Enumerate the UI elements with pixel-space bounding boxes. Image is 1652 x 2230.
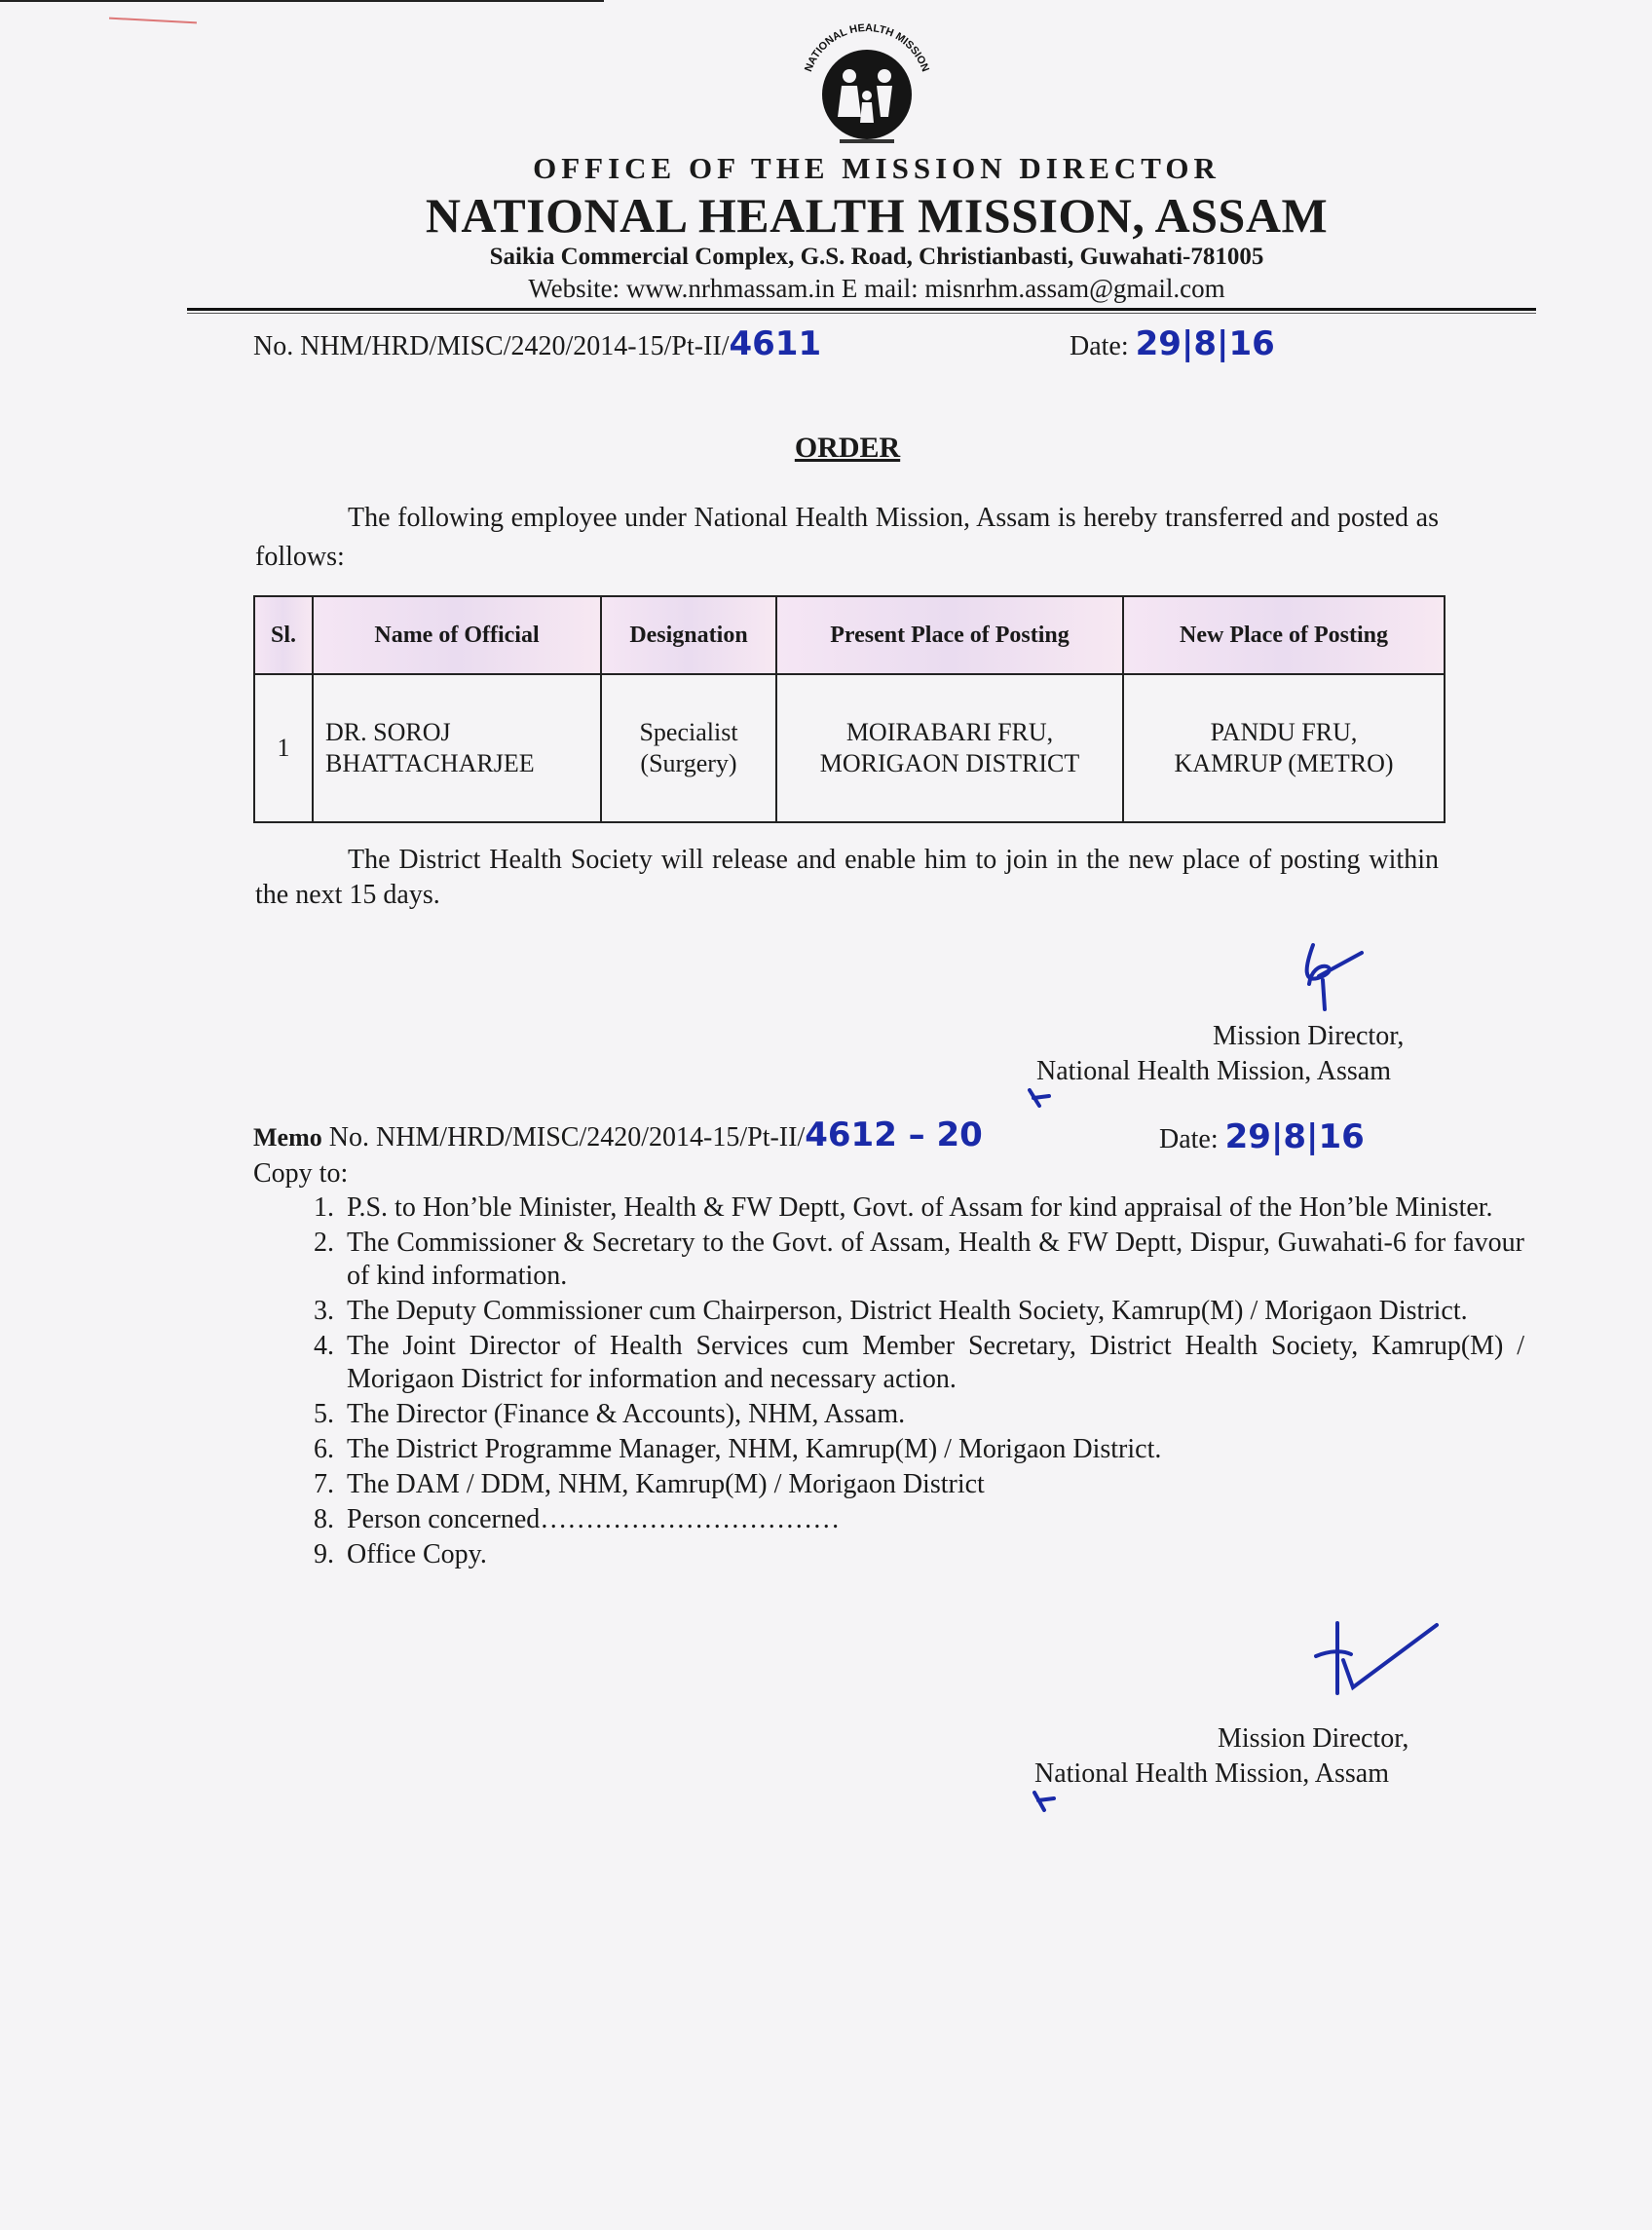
initial-mark-2 — [1032, 1791, 1056, 1814]
signatory-org-2: National Health Mission, Assam — [1034, 1758, 1389, 1789]
list-item: 5. The Director (Finance & Accounts), NHM, Assam. — [341, 1398, 1524, 1431]
order-intro: The following employee under National Health Mission, Assam is hereby transferred and posted as follows: — [255, 503, 1439, 572]
memo-handwritten-date: 29|8|16 — [1224, 1117, 1365, 1156]
signatory-org-1: National Health Mission, Assam — [1036, 1056, 1391, 1086]
new-line-2: KAMRUP (METRO) — [1174, 749, 1394, 777]
copy-to-list — [255, 1191, 1524, 1573]
reference-handwritten-number: 4611 — [729, 324, 822, 363]
designation-line-2: (Surgery) — [640, 749, 737, 777]
handwritten-date: 29|8|16 — [1135, 324, 1275, 363]
present-line-2: MORIGAON DISTRICT — [819, 749, 1080, 777]
reference-date — [1070, 324, 1275, 363]
memo-label: Memo — [253, 1123, 322, 1152]
header-present-posting: Present Place of Posting — [776, 596, 1123, 674]
list-item: 6. The District Programme Manager, NHM, Kamrup(M) / Morigaon District. — [341, 1433, 1524, 1466]
memo-prefix: No. NHM/HRD/MISC/2420/2014-15/Pt-II/ — [328, 1122, 806, 1153]
memo-handwritten-number: 4612 – 20 — [805, 1115, 983, 1154]
cell-name — [313, 674, 601, 822]
office-address: Saikia Commercial Complex, G.S. Road, Christianbasti, Guwahati-781005 — [489, 244, 1264, 270]
cell-designation — [601, 674, 776, 822]
cell-present-posting — [776, 674, 1123, 822]
list-item: 7. The DAM / DDM, NHM, Kamrup(M) / Morigaon District — [341, 1468, 1524, 1501]
header-new-posting: New Place of Posting — [1123, 596, 1445, 674]
header-sl: Sl. — [254, 596, 313, 674]
transfer-table — [253, 595, 1446, 823]
header-designation: Designation — [601, 596, 776, 674]
new-line-1: PANDU FRU, — [1210, 718, 1358, 746]
memo-number — [253, 1115, 983, 1154]
list-item: 8. Person concerned…………………………… — [341, 1503, 1524, 1536]
nhm-logo — [779, 21, 955, 148]
logo-arc-text: NATIONAL HEALTH MISSION — [803, 21, 931, 74]
signature-mark-2 — [1310, 1617, 1446, 1700]
header-divider — [187, 308, 1536, 311]
table-row — [254, 674, 1445, 822]
signatory-title-1: Mission Director, — [1213, 1021, 1405, 1051]
present-line-1: MOIRABARI FRU, — [845, 718, 1054, 746]
office-title: OFFICE OF THE MISSION DIRECTOR — [533, 151, 1220, 185]
list-item: 2. The Commissioner & Secretary to the Govt. of Assam, Health & FW Deptt, Dispur, Guwahati-6 for favour of kind information. — [341, 1227, 1524, 1293]
signatory-title-2: Mission Director, — [1218, 1723, 1409, 1754]
header-name: Name of Official — [313, 596, 601, 674]
organisation-title: NATIONAL HEALTH MISSION, ASSAM — [425, 188, 1329, 243]
designation-line-1: Specialist — [639, 718, 738, 746]
scan-red-mark — [109, 18, 197, 24]
signature-mark-1 — [1284, 937, 1371, 1015]
list-item: 4. The Joint Director of Health Services cum Member Secretary, District Health Society, Kamrup(M) / Morigaon District for information and necessary action. — [341, 1330, 1524, 1396]
list-item: 1. P.S. to Hon’ble Minister, Health & FW Deptt, Govt. of Assam for kind appraisal of the Hon’ble Minister. — [341, 1191, 1524, 1225]
initial-mark-1 — [1028, 1088, 1051, 1110]
reference-number — [253, 324, 822, 363]
name-line-1: DR. SOROJ — [325, 718, 451, 746]
copy-to-label: Copy to: — [253, 1158, 349, 1189]
table-header-row — [254, 596, 1445, 674]
header-divider-thin — [187, 313, 1536, 314]
order-heading: ORDER — [794, 432, 901, 464]
cell-sl: 1 — [254, 674, 313, 822]
contact-line: Website: www.nrhmassam.in E mail: misnrhm.assam@gmail.com — [528, 274, 1225, 303]
cell-new-posting — [1123, 674, 1445, 822]
reference-prefix: No. NHM/HRD/MISC/2420/2014-15/Pt-II/ — [253, 331, 730, 361]
list-item: 3. The Deputy Commissioner cum Chairperson, District Health Society, Kamrup(M) / Morigaon District. — [341, 1295, 1524, 1328]
name-line-2: BHATTACHARJEE — [325, 749, 535, 777]
list-item: 9. Office Copy. — [341, 1538, 1524, 1571]
date-label: Date: — [1070, 331, 1129, 361]
order-closing: The District Health Society will release and enable him to join in the new place of posting within the next 15 days. — [255, 845, 1439, 910]
memo-date — [1159, 1117, 1365, 1156]
memo-date-label: Date: — [1159, 1124, 1219, 1154]
scan-edge-line — [0, 0, 604, 2]
